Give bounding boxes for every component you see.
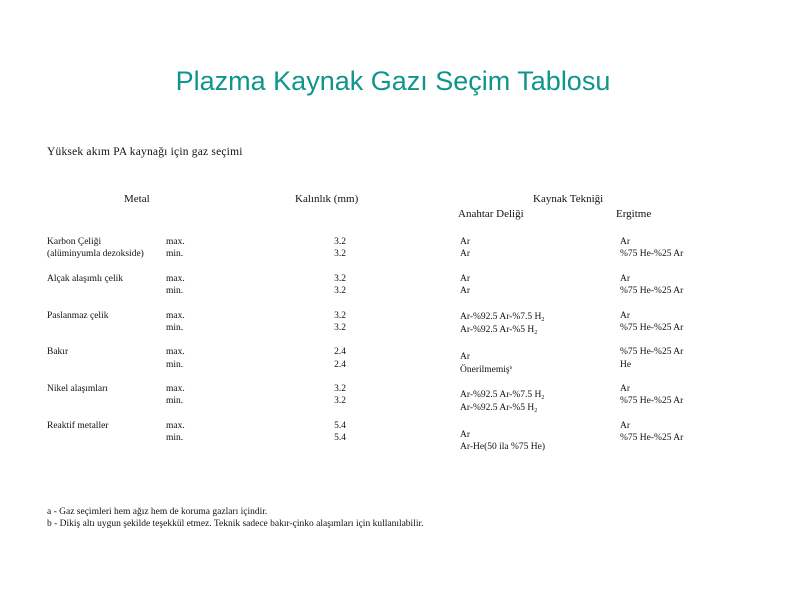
min-label: min.: [166, 323, 184, 333]
thickness-max: 5.4: [334, 421, 346, 431]
keyhole-gas-1: Ar-%92.5 Ar-%7.5 $H_2$: [460, 390, 545, 401]
keyhole-gas-1: Ar: [460, 352, 471, 362]
header-keyhole: Anahtar Deliği: [458, 208, 524, 220]
max-label: max.: [166, 274, 185, 284]
melt-gas-2: He: [620, 360, 632, 370]
melt-gas-2: %75 He-%25 Ar: [620, 286, 684, 296]
keyhole-gas-2: Ar-He(50 ila %75 He): [460, 442, 546, 452]
max-label: max.: [166, 311, 185, 321]
metal-name: Reaktif metaller: [47, 421, 109, 431]
thickness-max: 3.2: [334, 237, 346, 247]
metal-name: Bakır: [47, 347, 69, 357]
min-label: min.: [166, 360, 184, 370]
header-technique: Kaynak Tekniği: [533, 193, 604, 205]
thickness-max: 3.2: [334, 274, 346, 284]
thickness-min: 3.2: [334, 396, 346, 406]
metal-name: Karbon Çeliği: [47, 237, 102, 247]
max-label: max.: [166, 384, 185, 394]
thickness-min: 3.2: [334, 323, 346, 333]
melt-gas-1: Ar: [620, 311, 631, 321]
header-melt: Ergitme: [616, 208, 652, 220]
min-label: min.: [166, 433, 184, 443]
thickness-min: 2.4: [334, 360, 346, 370]
thickness-max: 3.2: [334, 384, 346, 394]
melt-gas-1: Ar: [620, 237, 631, 247]
thickness-min: 5.4: [334, 433, 346, 443]
keyhole-gas-1: Ar: [460, 274, 471, 284]
header-thickness: Kalınlık (mm): [295, 193, 359, 205]
keyhole-gas-2: Ar: [460, 249, 471, 259]
max-label: max.: [166, 421, 185, 431]
footnote-a: a - Gaz seçimleri hem ağız hem de koruma gazları içindir.: [47, 507, 268, 517]
keyhole-gas-2: Ar: [460, 286, 471, 296]
min-label: min.: [166, 396, 184, 406]
metal-name-note: (alüminyumla dezokside): [47, 249, 144, 259]
max-label: max.: [166, 347, 185, 357]
metal-name: Paslanmaz çelik: [47, 311, 109, 321]
keyhole-gas-2: Ar-%92.5 Ar-%5 $H_2$: [460, 325, 538, 336]
thickness-max: 2.4: [334, 347, 346, 357]
melt-gas-1: Ar: [620, 421, 631, 431]
melt-gas-2: %75 He-%25 Ar: [620, 323, 684, 333]
keyhole-gas-1: Ar-%92.5 Ar-%7.5 $H_2$: [460, 312, 545, 323]
metal-name: Nikel alaşımları: [47, 384, 108, 394]
footnote-b: b - Dikiş altı uygun şekilde teşekkül etmez. Teknik sadece bakır-çinko alaşımları için kullanılabilir.: [47, 519, 424, 529]
melt-gas-2: %75 He-%25 Ar: [620, 396, 684, 406]
thickness-min: 3.2: [334, 286, 346, 296]
metal-name: Alçak alaşımlı çelik: [47, 274, 123, 284]
keyhole-gas-2: Önerilmemiş$^b$: [460, 365, 513, 375]
melt-gas-2: %75 He-%25 Ar: [620, 433, 684, 443]
max-label: max.: [166, 237, 185, 247]
header-metal: Metal: [124, 193, 150, 205]
melt-gas-1: Ar: [620, 384, 631, 394]
melt-gas-1: Ar: [620, 274, 631, 284]
min-label: min.: [166, 249, 184, 259]
keyhole-gas-1: Ar: [460, 237, 471, 247]
min-label: min.: [166, 286, 184, 296]
melt-gas-2: %75 He-%25 Ar: [620, 249, 684, 259]
thickness-min: 3.2: [334, 249, 346, 259]
table-subtitle: Yüksek akım PA kaynağı için gaz seçimi: [47, 146, 243, 158]
thickness-max: 3.2: [334, 311, 346, 321]
keyhole-gas-2: Ar-%92.5 Ar-%5 $H_2$: [460, 403, 538, 414]
melt-gas-1: %75 He-%25 Ar: [620, 347, 684, 357]
keyhole-gas-1: Ar: [460, 430, 471, 440]
page-title: Plazma Kaynak Gazı Seçim Tablosu: [175, 66, 611, 96]
